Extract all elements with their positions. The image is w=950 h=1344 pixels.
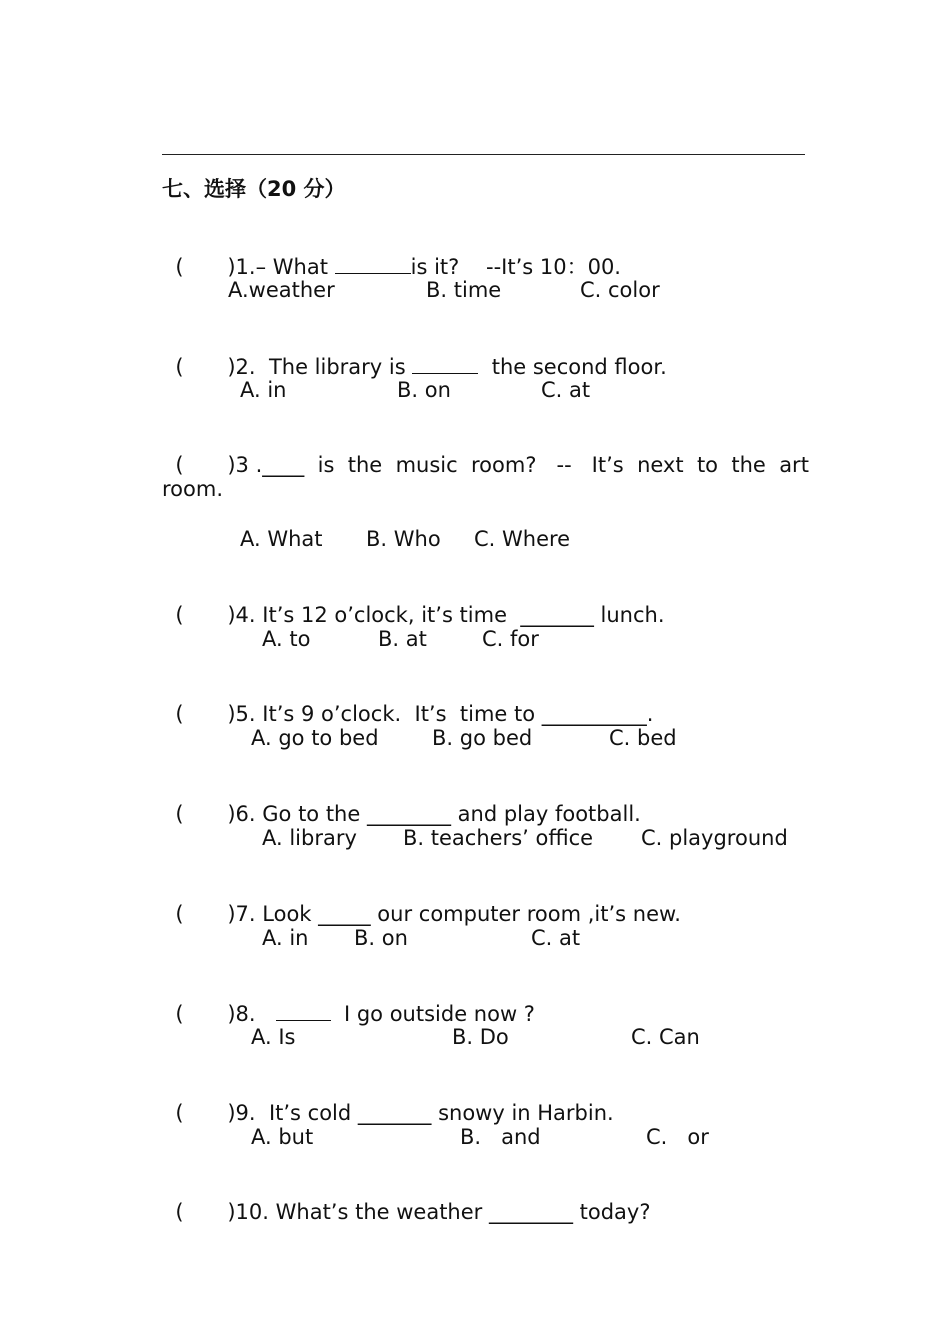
option-b: B. on — [397, 378, 451, 402]
question-10: ( )10. What’s the weather ________ today? — [175, 1200, 651, 1224]
answer-bracket-9[interactable]: ( — [175, 1101, 184, 1125]
answer-blank — [412, 353, 478, 374]
question-9: ( )9. It’s cold _______ snowy in Harbin. — [175, 1101, 614, 1125]
question-number: )7. — [227, 902, 256, 926]
question-number: )6. — [227, 802, 256, 826]
option-a: A. in — [262, 926, 309, 950]
option-c: C. at — [531, 926, 581, 950]
answer-bracket-2[interactable]: ( — [175, 355, 184, 379]
option-c: C. Can — [631, 1025, 700, 1049]
section-title: 七、选择（20 分） — [162, 177, 346, 201]
option-b: B. go bed — [432, 726, 533, 750]
option-b: B. time — [426, 278, 502, 302]
option-a: A. What — [240, 527, 323, 551]
option-b: B. Who — [366, 527, 441, 551]
option-a: A. in — [240, 378, 287, 402]
option-a: A. library — [262, 826, 357, 850]
question-6: ( )6. Go to the ________ and play football. — [175, 802, 641, 826]
answer-blank — [276, 1000, 331, 1021]
question-number: )2. — [227, 355, 256, 379]
option-a: A. Is — [251, 1025, 296, 1049]
answer-bracket-1[interactable]: ( — [175, 255, 184, 279]
option-a: A. go to bed — [251, 726, 379, 750]
answer-bracket-6[interactable]: ( — [175, 802, 184, 826]
question-2: ( )2. The library is the second floor. — [175, 355, 667, 379]
question-number: )1. — [227, 255, 256, 279]
option-c: C. Where — [474, 527, 571, 551]
option-a: A. to — [262, 627, 311, 651]
answer-blank — [335, 253, 411, 274]
option-b: B. and — [460, 1125, 541, 1149]
question-5: ( )5. It’s 9 o’clock. It’s time to __________. — [175, 702, 654, 726]
option-b: B. at — [378, 627, 427, 651]
question-1: ( )1.– What is it? --It’s 10：00. — [175, 255, 621, 279]
question-7: ( )7. Look _____ our computer room ,it’s new. — [175, 902, 681, 926]
question-number: )10. — [227, 1200, 269, 1224]
option-c: C. playground — [641, 826, 788, 850]
answer-bracket-4[interactable]: ( — [175, 603, 184, 627]
answer-bracket-8[interactable]: ( — [175, 1002, 184, 1026]
question-number: )4. — [227, 603, 256, 627]
option-c: C. or — [646, 1125, 709, 1149]
question-number: )3 — [227, 453, 249, 477]
option-c: C. at — [541, 378, 591, 402]
answer-bracket-5[interactable]: ( — [175, 702, 184, 726]
option-b: B. Do — [452, 1025, 509, 1049]
question-8: ( )8. I go outside now ? — [175, 1002, 535, 1026]
option-a: A.weather — [228, 278, 335, 302]
question-number: )8. — [227, 1002, 256, 1026]
answer-bracket-10[interactable]: ( — [175, 1200, 184, 1224]
option-b: B. on — [354, 926, 408, 950]
option-c: C. bed — [609, 726, 677, 750]
top-divider — [162, 154, 805, 155]
option-c: C. color — [580, 278, 660, 302]
answer-bracket-3[interactable]: ( — [175, 453, 184, 477]
option-a: A. but — [251, 1125, 314, 1149]
question-3-continued: room. — [162, 477, 224, 501]
option-b: B. teachers’ office — [403, 826, 594, 850]
option-c: C. for — [482, 627, 539, 651]
question-number: )5. — [227, 702, 256, 726]
question-number: )9. — [227, 1101, 256, 1125]
question-3: ( )3 .____ is the music room? -- It’s next to the art — [175, 453, 809, 477]
answer-bracket-7[interactable]: ( — [175, 902, 184, 926]
question-4: ( )4. It’s 12 o’clock, it’s time _______ lunch. — [175, 603, 665, 627]
